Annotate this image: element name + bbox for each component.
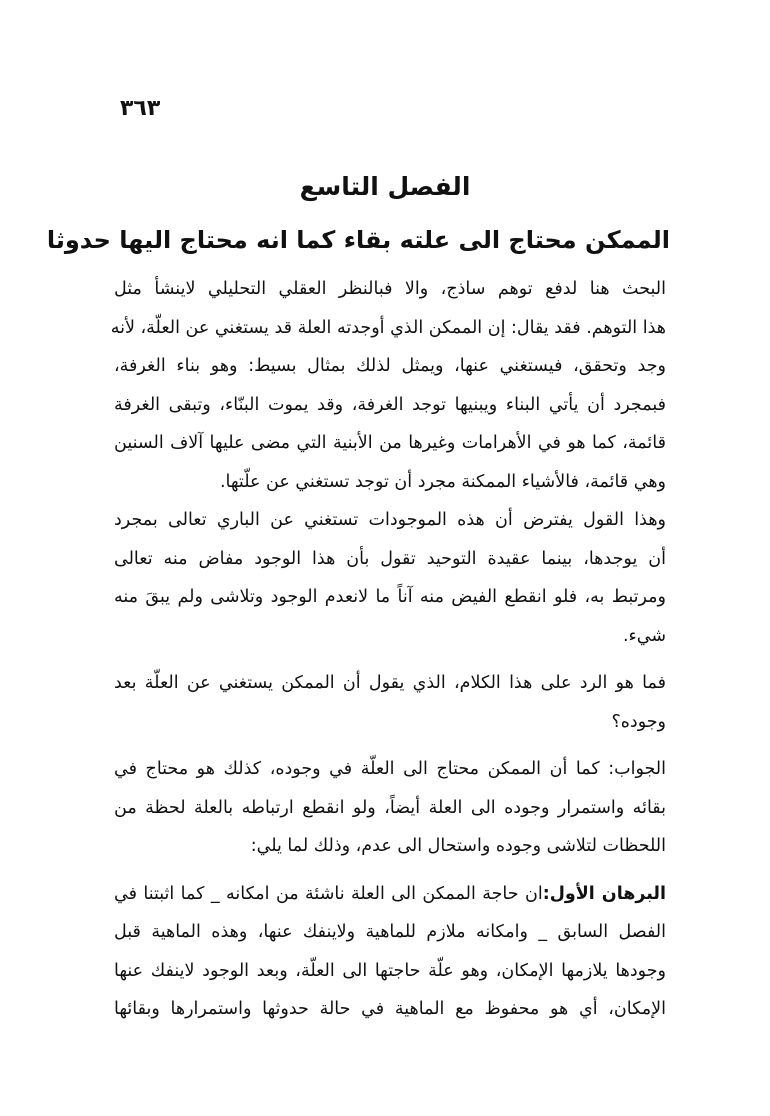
text-line: هذا التوهم. فقد يقال: إن الممكن الذي أوجدته العلة قد يستغني عن العلّة، لأنه — [110, 317, 666, 338]
text-line: أن يوجدها، بينما عقيدة التوحيد تقول بأن هذا الوجود مفاض منه تعالى — [114, 548, 666, 569]
proof-heading: البرهان الأول: — [542, 883, 666, 904]
text-line: وهذا القول يفترض أن هذه الموجودات تستغني عن الباري تعالى بمجرد — [114, 510, 666, 530]
text-line: الإمكان، أي هو محفوظ مع الماهية في حالة حدوثها واستمرارها وبقائها — [114, 999, 666, 1019]
text-line: البحث هنا لدفع توهم ساذج، والا فبالنظر العقلي التحليلي لاينشأ مثل — [114, 279, 666, 299]
text-line: قائمة، كما هو في الأهرامات وغيرها من الأبنية التي مضى عليها آلاف السنين — [114, 433, 666, 453]
text-line: بقائه واستمرار وجوده الى العلة أيضاً، ولو انقطع ارتباطه بالعلة لحظة من — [114, 797, 666, 818]
text-line: الجواب: كما أن الممكن محتاج الى العلّة في وجوده، كذلك هو محتاج في — [114, 759, 666, 779]
paragraph — [110, 270, 666, 501]
text-fragment: ان حاجة الممكن الى العلة ناشئة من امكانه _ كما اثبتنا في — [114, 883, 543, 904]
text-line: ومرتبط به، فلو انقطع الفيض منه آناً ما لانعدم الوجود وتلاشى ولم يبقَ منه — [114, 587, 666, 607]
text-line: وجودها يلازمها الإمكان، وهو علّة حاجتها الى العلّة، وبعد الوجود لاينفك عنها — [114, 960, 666, 981]
text-line: وجد وتحقق، فيستغني عنها، ويمثل لذلك بمثال بسيط: وهو بناء الغرفة، — [114, 356, 666, 376]
text-line: وجوده؟ — [611, 711, 666, 732]
paragraph — [114, 875, 666, 1029]
text-line — [114, 875, 666, 914]
paragraph — [114, 501, 666, 655]
text-line: فما هو الرد على هذا الكلام، الذي يقول أن الممكن يستغني عن العلّة بعد — [114, 673, 666, 693]
chapter-title: الفصل التاسع — [299, 172, 471, 201]
text-line: الفصل السابق _ وامكانه ملازم للماهية ولاينفك عنها، وهذه الماهية قبل — [114, 922, 666, 942]
text-line: فبمجرد أن يأتي البناء ويبنيها توجد الغرفة، وقد يموت البنّاء، وتبقى الغرفة — [114, 394, 666, 415]
section-title: الممكن محتاج الى علته بقاء كما انه محتاج اليها حدوثا — [46, 226, 670, 254]
text-line: اللحظات لتلاشى وجوده واستحال الى عدم، وذلك لما يلي: — [250, 836, 666, 856]
paragraph — [114, 664, 666, 741]
page-number: ٣٦٣ — [120, 96, 161, 121]
text-line: وهي قائمة، فالأشياء الممكنة مجرد أن توجد تستغني عن علّتها. — [219, 471, 666, 492]
text-line: شيء. — [622, 625, 666, 646]
paragraph — [114, 750, 666, 866]
body-text — [110, 270, 666, 1029]
